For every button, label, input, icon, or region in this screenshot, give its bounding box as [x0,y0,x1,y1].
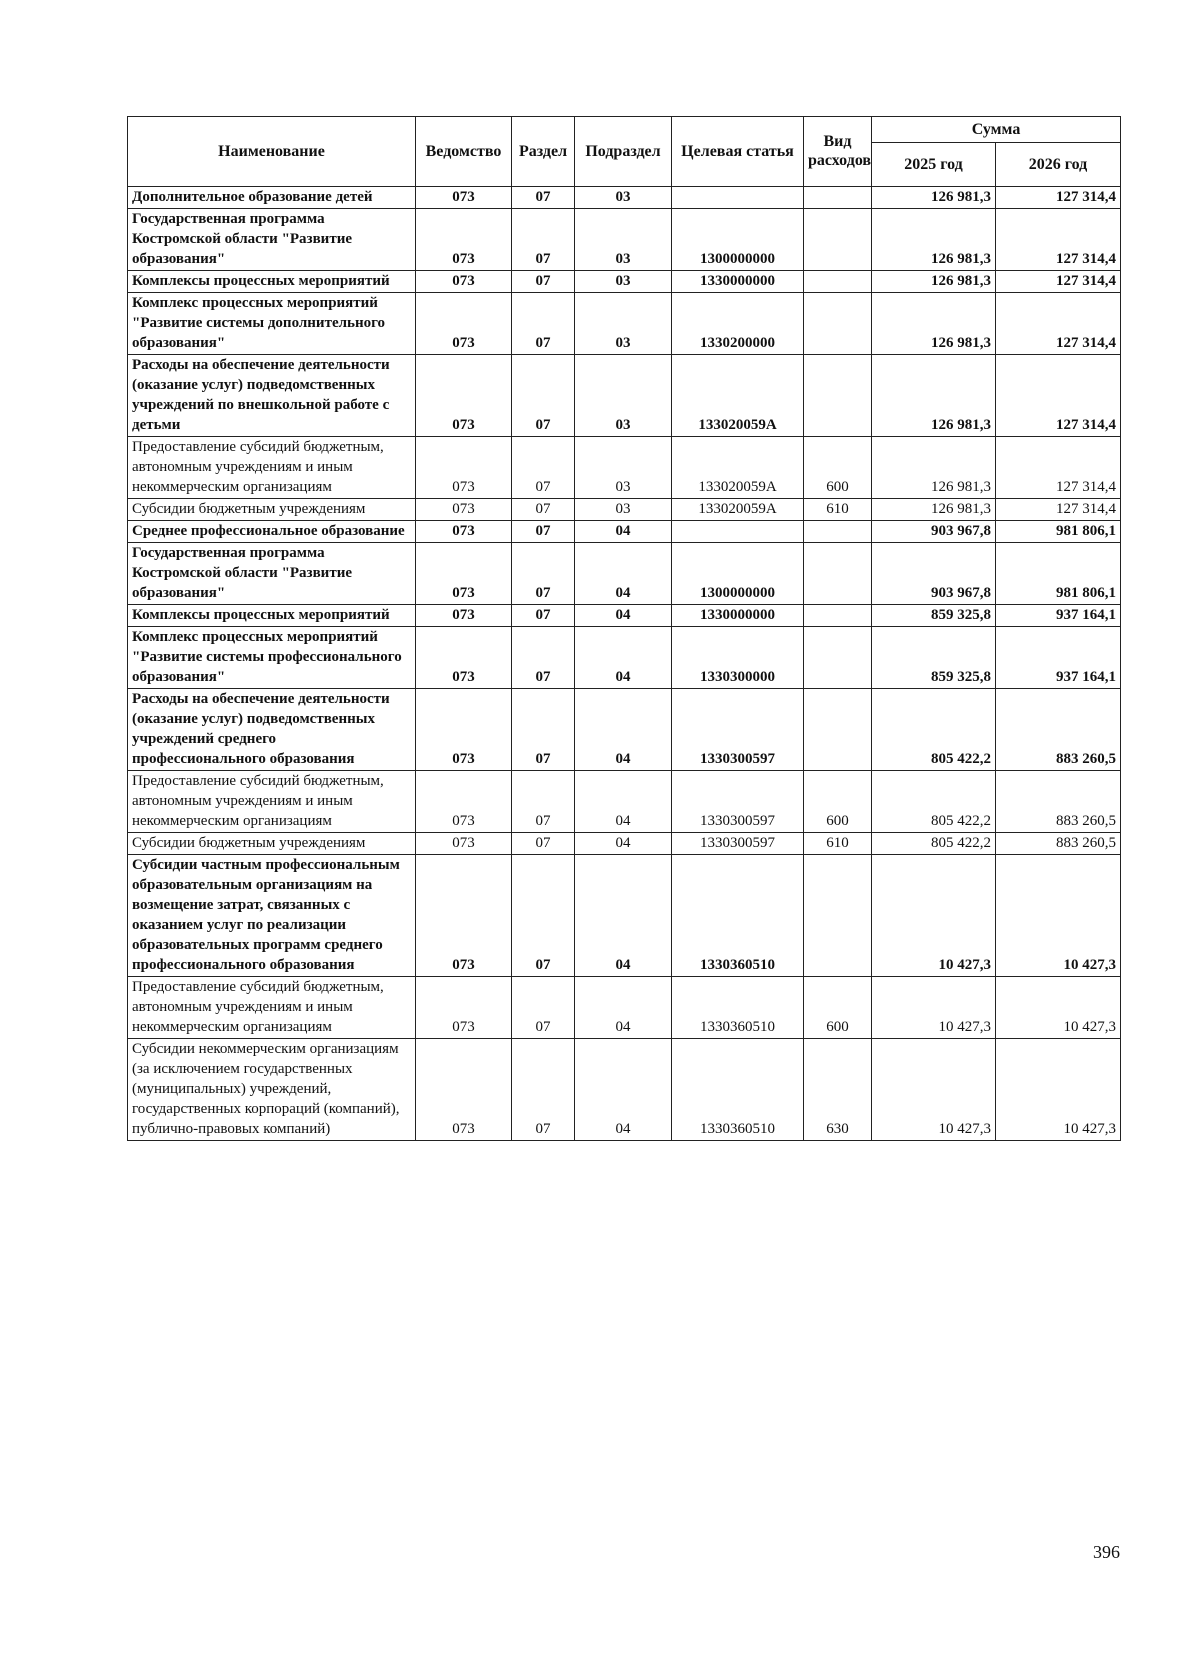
cell-target: 1330300000 [672,627,804,689]
cell-vid: 600 [804,771,872,833]
cell-name: Комплексы процессных мероприятий [128,271,416,293]
cell-vid [804,187,872,209]
cell-vedomstvo: 073 [416,543,512,605]
cell-vedomstvo: 073 [416,1039,512,1141]
cell-name: Расходы на обеспечение деятельности (оказание услуг) подведомственных учреждений среднего профессионального образования [128,689,416,771]
cell-razdel: 07 [512,689,575,771]
cell-target: 1330300597 [672,771,804,833]
table-row [128,771,1121,833]
cell-podrazdel: 04 [575,833,672,855]
header-vedomstvo: Ведомство [416,117,512,187]
table-row [128,627,1121,689]
cell-name: Среднее профессиональное образование [128,521,416,543]
cell-target: 1330000000 [672,605,804,627]
cell-vid: 600 [804,977,872,1039]
cell-podrazdel: 04 [575,977,672,1039]
cell-podrazdel: 03 [575,293,672,355]
header-summa: Сумма [872,117,1121,143]
header-name: Наименование [128,117,416,187]
cell-vedomstvo: 073 [416,605,512,627]
cell-razdel: 07 [512,855,575,977]
cell-vedomstvo: 073 [416,833,512,855]
cell-sum-2026: 981 806,1 [996,521,1121,543]
cell-podrazdel: 04 [575,521,672,543]
cell-sum-2026: 937 164,1 [996,605,1121,627]
table-row [128,833,1121,855]
cell-sum-2025: 805 422,2 [872,833,996,855]
cell-razdel: 07 [512,627,575,689]
cell-name: Субсидии некоммерческим организациям (за исключением государственных (муниципальных) учреждений, государственных корпораций (компаний), публично-правовых компаний) [128,1039,416,1141]
table-row [128,521,1121,543]
cell-sum-2025: 126 981,3 [872,499,996,521]
cell-podrazdel: 03 [575,187,672,209]
cell-name: Комплексы процессных мероприятий [128,605,416,627]
cell-sum-2025: 126 981,3 [872,271,996,293]
table-row [128,855,1121,977]
cell-sum-2025: 126 981,3 [872,355,996,437]
cell-target: 1330360510 [672,1039,804,1141]
cell-name: Предоставление субсидий бюджетным, автономным учреждениям и иным некоммерческим организациям [128,771,416,833]
cell-name: Комплекс процессных мероприятий "Развитие системы профессионального образования" [128,627,416,689]
cell-target [672,521,804,543]
cell-target: 133020059А [672,499,804,521]
cell-vid [804,271,872,293]
cell-vid [804,209,872,271]
cell-vedomstvo: 073 [416,499,512,521]
header-year-2025: 2025 год [872,143,996,187]
cell-razdel: 07 [512,293,575,355]
cell-podrazdel: 04 [575,771,672,833]
page-number: 396 [1093,1542,1120,1562]
cell-name: Субсидии бюджетным учреждениям [128,833,416,855]
table-row [128,1039,1121,1141]
cell-target: 1330300597 [672,689,804,771]
cell-vedomstvo: 073 [416,187,512,209]
cell-vid [804,605,872,627]
cell-sum-2026: 10 427,3 [996,977,1121,1039]
cell-target: 133020059А [672,437,804,499]
cell-vedomstvo: 073 [416,855,512,977]
cell-vedomstvo: 073 [416,521,512,543]
cell-razdel: 07 [512,977,575,1039]
cell-razdel: 07 [512,521,575,543]
cell-sum-2026: 127 314,4 [996,355,1121,437]
header-year-2026: 2026 год [996,143,1121,187]
cell-target: 1330000000 [672,271,804,293]
cell-name: Государственная программа Костромской области "Развитие образования" [128,209,416,271]
cell-podrazdel: 03 [575,499,672,521]
cell-vedomstvo: 073 [416,689,512,771]
cell-razdel: 07 [512,1039,575,1141]
cell-name: Дополнительное образование детей [128,187,416,209]
cell-podrazdel: 04 [575,543,672,605]
cell-razdel: 07 [512,209,575,271]
cell-sum-2026: 981 806,1 [996,543,1121,605]
cell-podrazdel: 04 [575,855,672,977]
table-body [128,187,1121,1141]
cell-razdel: 07 [512,833,575,855]
cell-target: 1300000000 [672,209,804,271]
cell-podrazdel: 04 [575,605,672,627]
header-target: Целевая статья [672,117,804,187]
cell-sum-2025: 805 422,2 [872,689,996,771]
cell-sum-2025: 126 981,3 [872,209,996,271]
table-row [128,499,1121,521]
cell-name: Комплекс процессных мероприятий "Развитие системы дополнительного образования" [128,293,416,355]
cell-sum-2026: 883 260,5 [996,833,1121,855]
cell-sum-2025: 903 967,8 [872,521,996,543]
cell-sum-2025: 805 422,2 [872,771,996,833]
cell-vedomstvo: 073 [416,271,512,293]
cell-podrazdel: 03 [575,271,672,293]
cell-sum-2026: 937 164,1 [996,627,1121,689]
header-vid: Вид расходов [804,117,872,187]
cell-razdel: 07 [512,605,575,627]
cell-vedomstvo: 073 [416,627,512,689]
table-row [128,437,1121,499]
cell-name: Субсидии бюджетным учреждениям [128,499,416,521]
cell-sum-2025: 859 325,8 [872,605,996,627]
cell-razdel: 07 [512,499,575,521]
cell-vid: 610 [804,833,872,855]
cell-sum-2026: 127 314,4 [996,437,1121,499]
cell-target: 1300000000 [672,543,804,605]
table-row [128,293,1121,355]
cell-vid [804,689,872,771]
cell-vid: 600 [804,437,872,499]
cell-target: 1330360510 [672,977,804,1039]
cell-name: Государственная программа Костромской области "Развитие образования" [128,543,416,605]
cell-vedomstvo: 073 [416,293,512,355]
cell-podrazdel: 04 [575,1039,672,1141]
cell-sum-2025: 903 967,8 [872,543,996,605]
header-podrazdel: Подраздел [575,117,672,187]
cell-razdel: 07 [512,437,575,499]
cell-sum-2026: 127 314,4 [996,271,1121,293]
cell-podrazdel: 03 [575,437,672,499]
cell-sum-2025: 10 427,3 [872,855,996,977]
budget-table [127,116,1121,1141]
cell-podrazdel: 04 [575,689,672,771]
cell-vid: 610 [804,499,872,521]
cell-vid [804,855,872,977]
cell-sum-2026: 127 314,4 [996,499,1121,521]
cell-vid [804,355,872,437]
cell-razdel: 07 [512,187,575,209]
cell-razdel: 07 [512,543,575,605]
cell-target: 1330300597 [672,833,804,855]
cell-sum-2026: 883 260,5 [996,689,1121,771]
cell-vedomstvo: 073 [416,977,512,1039]
cell-sum-2025: 10 427,3 [872,977,996,1039]
cell-sum-2025: 126 981,3 [872,437,996,499]
cell-vid [804,543,872,605]
cell-vid: 630 [804,1039,872,1141]
table-row [128,187,1121,209]
cell-sum-2025: 126 981,3 [872,293,996,355]
cell-sum-2025: 10 427,3 [872,1039,996,1141]
cell-podrazdel: 03 [575,209,672,271]
cell-vid [804,521,872,543]
cell-vid [804,293,872,355]
table-row [128,271,1121,293]
table-row [128,355,1121,437]
table-row [128,977,1121,1039]
cell-sum-2025: 859 325,8 [872,627,996,689]
cell-podrazdel: 04 [575,627,672,689]
cell-vedomstvo: 073 [416,437,512,499]
cell-vedomstvo: 073 [416,355,512,437]
cell-sum-2026: 127 314,4 [996,293,1121,355]
header-razdel: Раздел [512,117,575,187]
cell-name: Расходы на обеспечение деятельности (оказание услуг) подведомственных учреждений по внешкольной работе с детьми [128,355,416,437]
cell-name: Субсидии частным профессиональным образовательным организациям на возмещение затрат, связанных с оказанием услуг по реализации образовательных программ среднего профессионального образования [128,855,416,977]
cell-razdel: 07 [512,355,575,437]
cell-podrazdel: 03 [575,355,672,437]
table-row [128,543,1121,605]
table-row [128,209,1121,271]
cell-razdel: 07 [512,271,575,293]
cell-sum-2026: 883 260,5 [996,771,1121,833]
cell-sum-2026: 10 427,3 [996,1039,1121,1141]
cell-name: Предоставление субсидий бюджетным, автономным учреждениям и иным некоммерческим организациям [128,977,416,1039]
cell-target: 1330200000 [672,293,804,355]
cell-sum-2026: 127 314,4 [996,187,1121,209]
cell-razdel: 07 [512,771,575,833]
table-row [128,689,1121,771]
cell-target: 133020059А [672,355,804,437]
cell-target: 1330360510 [672,855,804,977]
cell-name: Предоставление субсидий бюджетным, автономным учреждениям и иным некоммерческим организациям [128,437,416,499]
cell-sum-2026: 10 427,3 [996,855,1121,977]
cell-sum-2025: 126 981,3 [872,187,996,209]
cell-target [672,187,804,209]
table-row [128,605,1121,627]
cell-vedomstvo: 073 [416,209,512,271]
cell-sum-2026: 127 314,4 [996,209,1121,271]
cell-vid [804,627,872,689]
cell-vedomstvo: 073 [416,771,512,833]
